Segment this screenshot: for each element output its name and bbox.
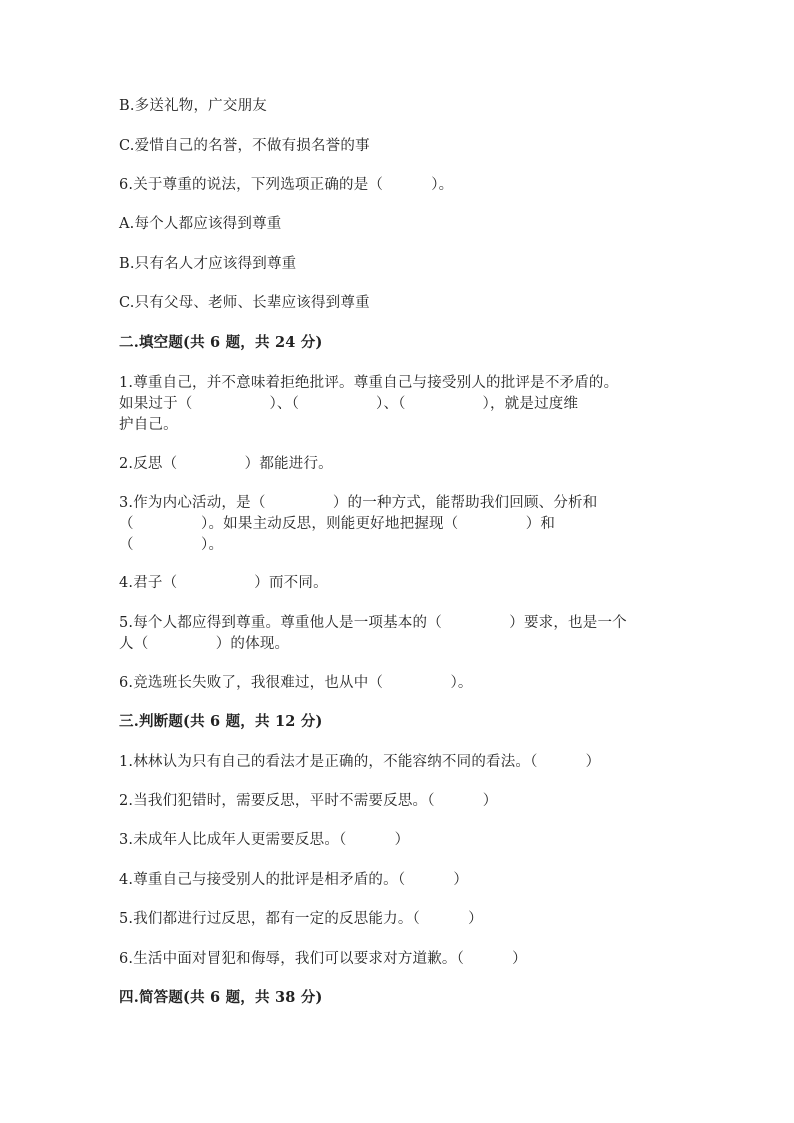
q6-option-c: C.只有父母、老师、长辈应该得到尊重 — [119, 295, 370, 311]
q6-option-b: B.只有名人才应该得到尊重 — [119, 256, 297, 272]
fill-q5-line1: 5.每个人都应得到尊重。尊重他人是一项基本的（ ）要求，也是一个 — [119, 615, 627, 631]
section-4-heading: 四.简答题(共 6 题，共 38 分) — [119, 989, 323, 1006]
judge-q3: 3.未成年人比成年人更需要反思。（ ） — [119, 832, 410, 848]
fill-q3-line3: （ ）。 — [119, 537, 224, 553]
question-6-stem: 6.关于尊重的说法，下列选项正确的是（ ）。 — [119, 177, 454, 193]
fill-q6: 6.竞选班长失败了，我很难过，也从中（ ）。 — [119, 675, 473, 691]
fill-q1-line3: 护自己。 — [119, 417, 178, 433]
section-3-heading: 三.判断题(共 6 题，共 12 分) — [119, 713, 323, 730]
q6-option-a: A.每个人都应该得到尊重 — [119, 216, 282, 232]
fill-q5-line2: 人（ ）的体现。 — [119, 636, 290, 652]
fill-q1-line2: 如果过于（ ）、（ ）、（ ），就是过度维 — [119, 396, 579, 412]
section-2-heading: 二.填空题(共 6 题，共 24 分) — [119, 334, 323, 351]
fill-q2: 2.反思（ ）都能进行。 — [119, 456, 333, 472]
fill-q3-line2: （ ）。如果主动反思，则能更好地把握现（ ）和 — [119, 516, 556, 532]
judge-q1: 1.林林认为只有自己的看法才是正确的，不能容纳不同的看法。（ ） — [119, 754, 601, 770]
fill-q3-line1: 3.作为内心活动，是（ ）的一种方式，能帮助我们回顾、分析和 — [119, 495, 598, 511]
judge-q6: 6.生活中面对冒犯和侮辱，我们可以要求对方道歉。（ ） — [119, 951, 527, 967]
judge-q5: 5.我们都进行过反思，都有一定的反思能力。（ ） — [119, 911, 483, 927]
option-b: B.多送礼物，广交朋友 — [119, 98, 267, 114]
judge-q2: 2.当我们犯错时，需要反思，平时不需要反思。（ ） — [119, 793, 498, 809]
judge-q4: 4.尊重自己与接受别人的批评是相矛盾的。（ ） — [119, 872, 469, 888]
option-c: C.爱惜自己的名誉，不做有损名誉的事 — [119, 138, 370, 154]
fill-q4: 4.君子（ ）而不同。 — [119, 575, 328, 591]
fill-q1-line1: 1.尊重自己，并不意味着拒绝批评。尊重自己与接受别人的批评是不矛盾的。 — [119, 375, 619, 391]
